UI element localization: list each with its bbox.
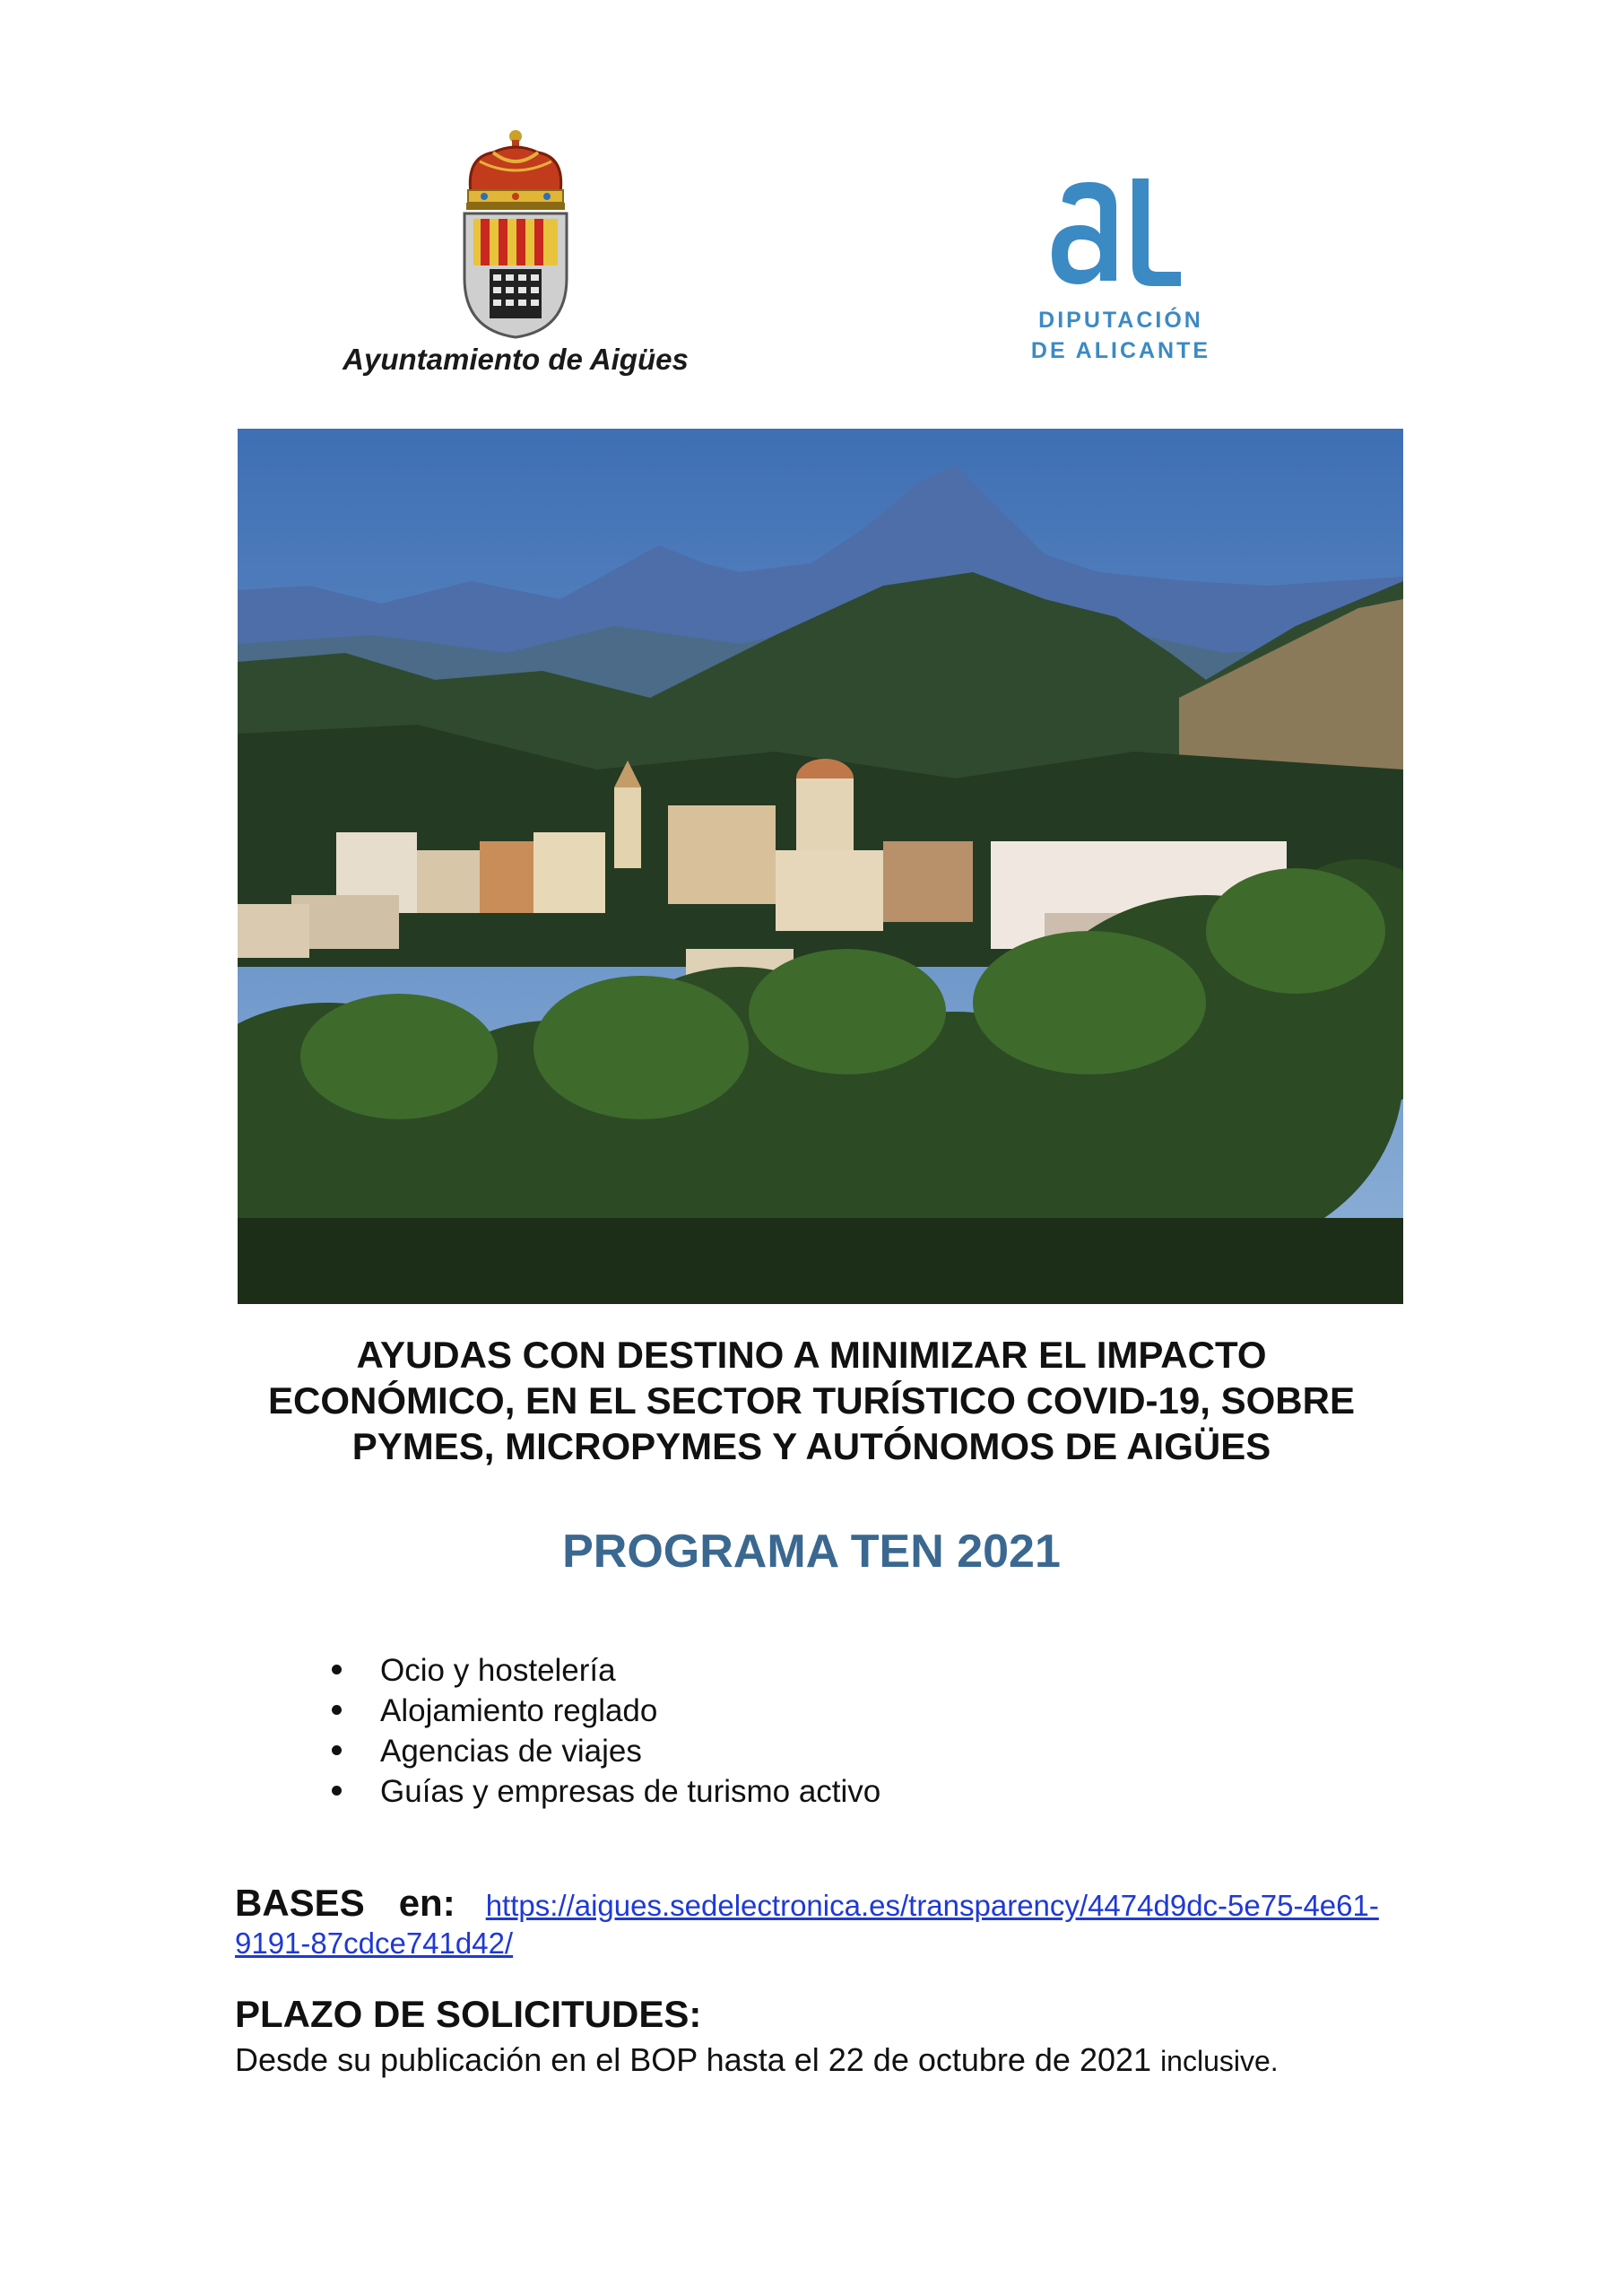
bases-label: BASES (235, 1882, 365, 1924)
bases-link[interactable]: https://aigues.sedelectronica.es/transparency/4474d9dc-5e75-4e61- (485, 1889, 1379, 1922)
diputacion-name-line2: DE ALICANTE (1030, 338, 1211, 363)
bullet-icon (332, 1786, 342, 1796)
headline-line2: ECONÓMICO, EN EL SECTOR TURÍSTICO COVID-19, SOBRE (268, 1379, 1355, 1422)
bases-link-continuation[interactable]: 9191-87cdce741d42/ (235, 1926, 514, 1960)
list-item (332, 1731, 880, 1771)
list-item (332, 1771, 880, 1812)
program-title: PROGRAMA TEN 2021 (562, 1526, 1061, 1578)
bases-en-label: en: (398, 1882, 455, 1924)
sector-list (332, 1650, 880, 1812)
plazo-text (235, 2041, 1279, 2079)
diputacion-name-line1: DIPUTACIÓN (1038, 308, 1203, 333)
plazo-text-main: Desde su publicación en el BOP hasta el 22 de octubre de 2021 (235, 2041, 1152, 2078)
headline (215, 1332, 1408, 1469)
bullet-icon (332, 1705, 342, 1715)
bullet-icon (332, 1745, 342, 1755)
coat-of-arms-logo (457, 126, 574, 341)
plazo-heading: PLAZO DE SOLICITUDES: (235, 1993, 702, 2035)
bases-row (235, 1882, 1379, 1925)
bullet-icon (332, 1665, 342, 1674)
list-item (332, 1650, 880, 1691)
headline-line3: PYMES, MICROPYMES Y AUTÓNOMOS DE AIGÜES (351, 1425, 1271, 1467)
list-item-label: Ocio y hostelería (380, 1653, 616, 1688)
town-landscape-photo (238, 429, 1403, 1304)
list-item-label: Agencias de viajes (380, 1734, 642, 1769)
plazo-text-suffix: inclusive. (1160, 2045, 1279, 2077)
diputacion-logo-icon (1045, 175, 1193, 291)
headline-line1: AYUDAS CON DESTINO A MINIMIZAR EL IMPACTO (356, 1334, 1267, 1376)
ayuntamiento-caption: Ayuntamiento de Aigües (343, 343, 689, 376)
list-item-label: Alojamiento reglado (380, 1693, 658, 1728)
list-item-label: Guías y empresas de turismo activo (380, 1774, 881, 1809)
list-item (332, 1691, 880, 1731)
